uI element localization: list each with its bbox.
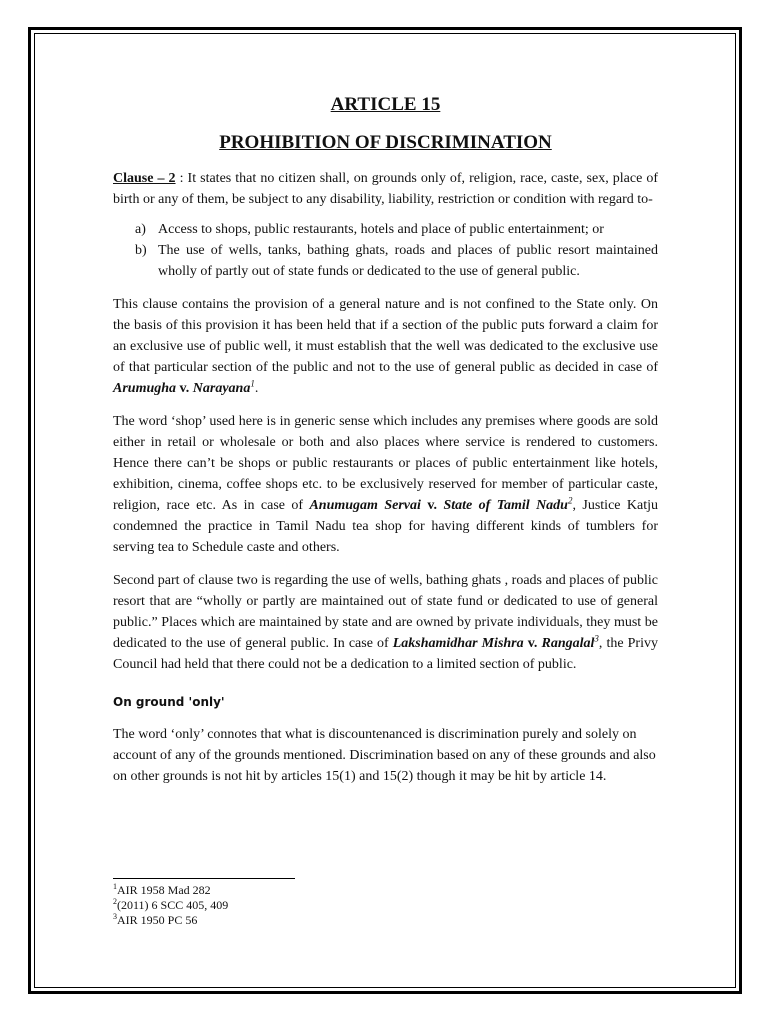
paragraph-text: The word ‘shop’ used here is in generic sense which includes any premises where goods are sold either in retail or wholesale or both and also places where service is rendered to customers. Hence there can’t be shops or public restaurants or places of public entertainment like hotels, exhibition, cinema, coffee shops etc. to be exclusively reserved for member of particular caste, religion, race etc. As in case of xyxy=(113,414,658,513)
footnote-ref: 2 xyxy=(567,495,573,506)
footnote-text: AIR 1958 Mad 282 xyxy=(117,883,211,897)
section-heading: On ground 'only' xyxy=(113,695,225,709)
list-item xyxy=(113,219,658,240)
footnote-number: 2 xyxy=(113,897,117,906)
document-body xyxy=(113,90,658,787)
page-subtitle: PROHIBITION OF DISCRIMINATION xyxy=(219,132,552,153)
clause-list xyxy=(113,219,658,282)
list-marker: b) xyxy=(135,243,147,258)
case-versus: v. xyxy=(420,498,438,513)
case-name: Arumugha xyxy=(113,381,177,396)
page-title: ARTICLE 15 xyxy=(330,94,441,115)
case-versus: v. xyxy=(176,381,193,396)
paragraph-1 xyxy=(113,294,658,399)
paragraph-text: , the Privy Council had held that there could not be a dedication to a limited section of public. xyxy=(113,636,658,672)
list-item xyxy=(113,240,658,282)
paragraph-text: Second part of clause two is regarding the use of wells, bathing ghats , roads and places of public resort that are “wholly or partly are maintained out of state fund or dedicated to use of general public.” Places which are maintained by state and are owned by private individuals, they must be dedicated to the use of general public. In case of xyxy=(113,573,658,651)
paragraph-3 xyxy=(113,570,658,675)
footnote-text: (2011) 6 SCC 405, 409 xyxy=(117,898,229,912)
case-name: Rangalal xyxy=(541,636,595,651)
footnote xyxy=(113,913,228,928)
footnotes xyxy=(113,883,228,928)
footnote-number: 1 xyxy=(113,882,117,891)
footnote xyxy=(113,898,228,913)
footnote xyxy=(113,883,228,898)
paragraph-text: . xyxy=(254,381,259,396)
clause-text: : It states that no citizen shall, on grounds only of, religion, race, caste, sex, place of birth or any of them, be subject to any disability, liability, restriction or condition with regard to- xyxy=(113,171,658,207)
paragraph-2 xyxy=(113,411,658,558)
clause-paragraph xyxy=(113,168,658,210)
footnote-text: AIR 1950 PC 56 xyxy=(117,913,198,927)
case-name: Anumugam Servai xyxy=(309,498,421,513)
paragraph-text: , Justice Katju condemned the practice in Tamil Nadu tea shop for having different kinds of tumblers for serving tea to Schedule caste and others. xyxy=(113,498,659,555)
case-versus: v. xyxy=(523,636,542,651)
case-name: Lakshamidhar Mishra xyxy=(392,636,524,651)
footnote-number: 3 xyxy=(113,912,117,921)
list-item-text: The use of wells, tanks, bathing ghats, roads and places of public resort maintained wholly of partly out of state funds or dedicated to the use of general public. xyxy=(158,243,658,279)
footnote-ref: 1 xyxy=(250,378,255,389)
footnote-ref: 3 xyxy=(594,633,599,644)
case-name: Narayana xyxy=(192,381,251,396)
clause-label: Clause – 2 xyxy=(113,171,176,186)
case-name: State of Tamil Nadu xyxy=(443,498,568,513)
list-marker: a) xyxy=(135,222,146,237)
paragraph-text: This clause contains the provision of a general nature and is not confined to the State only. On the basis of this provision it has been held that if a section of the public puts forward a claim for an exclusive use of public well, it must establish that the well was dedicated to the exclusive use of that particular section of the public and not to the use of general public as decided in case of xyxy=(113,297,658,375)
list-item-text: Access to shops, public restaurants, hotels and place of public entertainment; or xyxy=(158,222,604,237)
paragraph-4: The word ‘only’ connotes that what is discountenanced is discrimination purely and solely on account of any of the grounds mentioned. Discrimination based on any of these grounds and also on other grounds is not hit by articles 15(1) and 15(2) though it may be hit by article 14. xyxy=(113,727,656,784)
footnote-divider xyxy=(113,878,295,879)
